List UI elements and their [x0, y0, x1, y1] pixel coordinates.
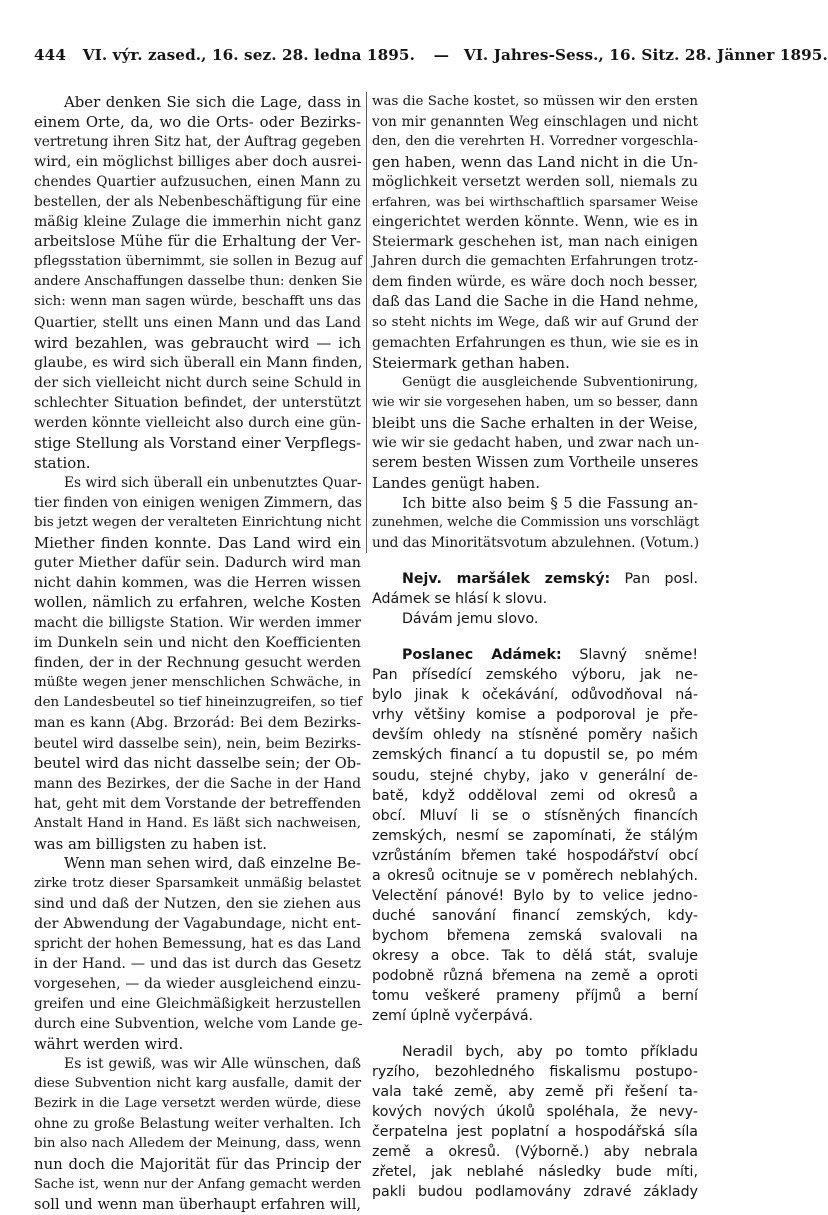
line-text: einem Orte, da, wo die Orts- oder Bezirks- — [34, 113, 361, 132]
text-line — [372, 353, 698, 373]
line-text: soudu, stejné chyby, jako v generální de- — [372, 767, 698, 784]
text-line — [34, 92, 361, 112]
line-text: glaube, es wird sich überall ein Mann finden, — [34, 354, 363, 371]
text-line — [34, 693, 361, 713]
line-text: und das Minoritätsvotum abzulehnen. (Votum.) — [372, 535, 700, 552]
line-text: Es wird sich überall ein unbenutztes Quar- — [64, 474, 362, 491]
line-text: ryzího, bezohledného fiskalismu postupo- — [372, 1064, 698, 1081]
text-line — [34, 894, 361, 914]
text-line — [34, 353, 361, 373]
text-line — [34, 954, 361, 974]
line-text: devším ohledy na stísněné poměry našich — [372, 727, 698, 744]
text-line — [372, 886, 698, 906]
line-text: wollen, nämlich zu erfahren, welche Kosten — [34, 594, 361, 612]
text-line — [372, 685, 698, 705]
line-text: podobně různá břemena na země a oproti — [372, 967, 698, 984]
line-text: was am billigsten zu haben ist. — [34, 834, 268, 853]
line-text: Aber denken Sie sich die Lage, dass in — [64, 93, 361, 111]
text-line — [372, 513, 698, 533]
text-line — [34, 814, 361, 834]
right-column-german-text — [372, 92, 698, 553]
line-text: zemí úplně vyčerpává. — [372, 1008, 534, 1025]
line-text: tier finden von einigen wenigen Zimmern, das — [34, 494, 362, 511]
text-line — [372, 846, 698, 866]
line-text: der Abwendung der Vagabundage, nicht ent- — [34, 915, 361, 932]
text-line — [372, 292, 698, 312]
text-line — [372, 393, 698, 413]
text-line — [34, 1195, 361, 1215]
line-text: Pan posl. — [610, 571, 698, 588]
text-line — [372, 373, 698, 393]
text-line — [34, 1074, 361, 1094]
adamek-speech-continued — [372, 1042, 698, 1202]
text-line — [372, 1062, 698, 1082]
text-line — [372, 132, 698, 152]
line-text: zemských, nesmí se zapomínati, že stálým — [372, 827, 698, 844]
text-line — [34, 553, 361, 573]
line-text: spricht der hohen Bemessung, hat es das Land — [34, 935, 361, 952]
text-line — [372, 1042, 698, 1062]
text-line — [372, 533, 698, 553]
line-text: kových nových úkolů spoléhala, že nevy- — [372, 1104, 698, 1121]
line-text: in der Hand. — und das ist durch das Gesetz — [34, 956, 361, 973]
line-text: wird bezahlen, was gebraucht wird — ich — [34, 333, 361, 352]
text-line — [34, 653, 361, 673]
text-line — [34, 794, 361, 814]
text-line — [372, 1006, 698, 1026]
line-text: wie wir sie gedacht haben, und zwar nach un- — [372, 434, 699, 451]
text-line — [372, 92, 698, 112]
text-line — [34, 272, 361, 292]
text-line — [372, 826, 698, 846]
line-text: tomu veškeré prameny příjmů a berní — [372, 988, 698, 1005]
text-line — [34, 1014, 361, 1034]
text-line — [372, 252, 698, 272]
text-line — [34, 573, 361, 593]
line-text: hat, geht mit dem Vorstande der betreffenden — [34, 795, 361, 812]
line-text: währt werden wird. — [34, 1035, 184, 1054]
left-column-german-text — [34, 92, 361, 1215]
line-text: guter Miether dafür sein. Dadurch wird man — [34, 555, 361, 572]
line-text: Ich bitte also beim § 5 die Fassung an- — [402, 493, 698, 512]
line-text: mäßig kleine Zulage die immerhin nicht ganz — [34, 214, 361, 231]
text-line — [372, 609, 698, 629]
text-line — [34, 994, 361, 1014]
line-text: zunehmen, welche die Commission uns vorschlägt — [372, 514, 700, 530]
text-line — [34, 1094, 361, 1114]
text-line — [372, 413, 698, 433]
text-line — [34, 473, 361, 493]
line-text: eingerichtet werden könnte. Wenn, wie es in — [372, 214, 698, 231]
line-text: ohne zu große Belastung weiter verhalten. Ich — [34, 1116, 361, 1133]
text-line — [34, 734, 361, 754]
text-line — [34, 593, 361, 613]
line-text: vzrůstáním břemen také hospodářství obcí — [372, 847, 698, 864]
line-text: was die Sache kostet, so müssen wir den ersten — [372, 94, 698, 109]
line-text: daß das Land die Sache in die Hand nehme, — [372, 293, 699, 311]
text-line — [372, 745, 698, 765]
line-text: Steiermark gethan haben. — [372, 353, 570, 372]
line-text: dem finden würde, es wäre doch noch besser, — [372, 274, 698, 291]
text-line — [372, 493, 698, 513]
line-text: Sache ist, wenn nur der Anfang gemacht werden — [34, 1176, 361, 1192]
line-text: chendes Quartier aufzusuchen, einen Mann zu — [34, 174, 361, 191]
header-german-session: VI. Jahres-Sess., 16. Sitz. 28. Jänner 1895. — [463, 46, 828, 64]
line-text: pflegsstation übernimmt, sie sollen in Bezug auf — [34, 254, 363, 270]
line-text: pakli budou podlamovány zdravé základy — [372, 1184, 698, 1201]
text-line — [372, 1122, 698, 1142]
line-text: duché sanování financí zemských, kdy- — [372, 907, 698, 924]
text-line — [372, 1142, 698, 1162]
line-text: Anstalt Hand in Hand. Es läßt sich nachweisen, — [34, 815, 361, 831]
line-text: andere Anschaffungen dasselbe thun: denken Sie — [34, 274, 363, 290]
text-line — [372, 333, 698, 353]
text-line — [372, 192, 698, 212]
text-line — [372, 453, 698, 473]
text-line — [34, 854, 361, 874]
line-text: sich: wenn man sagen würde, beschafft uns das — [34, 294, 361, 310]
line-text: der sich vielleicht nicht durch seine Schuld in — [34, 374, 361, 391]
page-header — [34, 46, 828, 64]
text-line — [372, 1082, 698, 1102]
text-line — [372, 806, 698, 826]
text-line — [372, 473, 698, 493]
line-text: vala také země, aby země při řešení ta- — [372, 1084, 698, 1101]
text-line — [34, 393, 361, 413]
line-text: bin also nach Alledem der Meinung, dass, wenn — [34, 1136, 361, 1152]
text-line — [34, 914, 361, 934]
text-line — [34, 132, 361, 152]
line-text: okresy a obce. Tak to dělá stát, svaluje — [372, 947, 698, 964]
line-text: obcí. Mluví li se o stísněných financích — [372, 807, 698, 824]
text-line — [34, 533, 361, 553]
text-line — [34, 613, 361, 633]
text-line — [34, 453, 361, 473]
text-line — [34, 232, 361, 252]
line-text: nicht dahin kommen, was die Herren wissen — [34, 575, 361, 592]
text-line — [34, 112, 361, 132]
text-line — [372, 966, 698, 986]
text-line — [34, 713, 361, 733]
line-text: im Dunkeln sein und nicht den Koefficienten — [34, 635, 361, 652]
text-line — [34, 1134, 361, 1154]
line-text: schlechter Situation befindet, der unterstützt — [34, 394, 361, 411]
text-line — [372, 1162, 698, 1182]
line-text: gemachten Erfahrungen es thun, wie sie es in — [372, 334, 699, 351]
text-line — [372, 433, 698, 453]
text-line — [34, 313, 361, 333]
text-line — [34, 413, 361, 433]
line-text: durch eine Subvention, welche vom Lande ge- — [34, 1016, 363, 1033]
text-line — [34, 673, 361, 693]
line-text: čerpatelna jest poplatní a hospodářská síla — [372, 1124, 698, 1141]
text-line — [372, 645, 698, 665]
line-text: beutel wird dasselbe sein), nein, beim Bezirks- — [34, 735, 361, 752]
marshal-announcement — [372, 569, 698, 629]
text-line — [372, 313, 698, 333]
line-text: Landes genügt haben. — [372, 473, 540, 492]
line-text: Slavný sněme! — [561, 647, 699, 664]
line-text: greifen und eine Gleichmäßigkeit herzustellen — [34, 996, 361, 1013]
text-line — [34, 633, 361, 653]
line-text: müßte wegen jener menschlichen Schwäche, in — [34, 675, 361, 691]
text-line — [34, 834, 361, 854]
text-line — [34, 152, 361, 172]
line-text: Adámek se hlásí k slovu. — [372, 591, 548, 608]
text-line — [34, 433, 361, 453]
line-text: den Landesbeutel so tief hineinzugreifen, so tief — [34, 695, 363, 711]
line-text: Genügt die ausgleichende Subventionirung, — [402, 374, 698, 390]
line-text: finden, der in der Rechnung gesucht werden — [34, 655, 361, 672]
text-line — [372, 986, 698, 1006]
line-text: Jahren durch die gemachten Erfahrungen trotz- — [372, 254, 698, 270]
text-line — [372, 172, 698, 192]
line-text: werden könnte vielleicht also durch eine gün- — [34, 414, 361, 431]
text-line — [372, 705, 698, 725]
text-line — [34, 252, 361, 272]
text-line — [34, 333, 361, 353]
line-text: mann des Bezirkes, der die Sache in der Hand — [34, 775, 361, 792]
line-text: soll und wenn man überhaupt erfahren will, — [34, 1195, 361, 1213]
line-text: sind und daß der Nutzen, den sie ziehen aus — [34, 895, 361, 912]
line-text: Steiermark geschehen ist, man nach einigen — [372, 234, 698, 251]
text-line — [34, 1054, 361, 1074]
line-text: den, den die verehrten H. Vorredner vorgeschla- — [372, 134, 698, 150]
text-line — [34, 874, 361, 894]
line-text: bychom břemena zemská svalovali na — [372, 927, 698, 944]
line-text: so steht nichts im Wege, daß wir auf Grund der — [372, 314, 698, 330]
text-line — [372, 152, 698, 172]
line-text: bleibt uns die Sache erhalten in der Weise, — [372, 413, 698, 432]
text-line — [34, 1034, 361, 1054]
text-line — [372, 212, 698, 232]
right-column-text — [372, 92, 698, 1202]
text-line — [34, 292, 361, 312]
text-line — [34, 974, 361, 994]
line-text: serem besten Wissen zum Vortheile unseres — [372, 453, 699, 471]
line-text: man es kann (Abg. Brzorád: Bei dem Bezirks- — [34, 715, 361, 732]
text-line — [34, 1114, 361, 1134]
text-line — [372, 665, 698, 685]
text-line — [372, 866, 698, 886]
line-text: Quartier, stellt uns einen Mann und das Land — [34, 314, 361, 331]
line-text: bestellen, der als Nebenbeschäftigung für eine — [34, 194, 361, 211]
line-text: a okresů ocitnuje se v poměrech neblahých. — [372, 867, 698, 884]
text-line — [372, 946, 698, 966]
text-line — [372, 1102, 698, 1122]
adamek-speech — [372, 645, 698, 1026]
text-line — [34, 192, 361, 212]
header-czech-session: VI. výr. zased., 16. sez. 28. ledna 1895. — [82, 46, 415, 64]
line-text: vrhy většiny komise a podporoval je pře- — [372, 707, 698, 724]
text-line — [34, 373, 361, 393]
text-line — [372, 906, 698, 926]
text-line — [34, 513, 361, 533]
line-text: vertretung ihren Sitz hat, der Auftrag gegeben — [34, 134, 361, 151]
line-text: beutel wird das nicht dasselbe sein; der Ob- — [34, 754, 361, 772]
text-line — [372, 272, 698, 292]
text-line — [34, 172, 361, 192]
line-text: stige Stellung als Vorstand einer Verpflegs- — [34, 433, 361, 452]
text-line — [34, 934, 361, 954]
text-line — [34, 1154, 361, 1174]
line-text: diese Subvention nicht karg ausfalle, damit der — [34, 1076, 361, 1092]
header-separator: — — [433, 46, 450, 64]
text-line — [372, 589, 698, 609]
line-text: macht die billigste Station. Wir werden immer — [34, 615, 361, 632]
text-line — [372, 1182, 698, 1202]
text-line — [372, 766, 698, 786]
line-text: bis jetzt wegen der veralteten Einrichtung nicht — [34, 514, 362, 530]
text-line — [372, 232, 698, 252]
line-text: möglichkeit versetzt werden soll, niemals zu — [372, 174, 698, 191]
line-text: zirke trotz dieser Sparsamkeit unmäßig belastet — [34, 875, 361, 891]
text-line — [372, 112, 698, 132]
text-line — [34, 754, 361, 774]
line-text: zřetel, jak neblahé následky bude míti, — [372, 1164, 698, 1181]
line-text: Neradil bych, aby po tomto příkladu — [402, 1044, 698, 1061]
text-line — [372, 725, 698, 745]
line-text: bylo jinak k očekávání, odůvodňoval ná- — [372, 687, 698, 704]
column-divider — [366, 92, 367, 553]
line-text: Es ist gewiß, was wir Alle wünschen, daß — [64, 1056, 361, 1073]
text-line — [34, 212, 361, 232]
text-line — [34, 1175, 361, 1195]
line-text: batě, když odděloval zemi od okresů a — [372, 787, 698, 804]
text-line — [372, 926, 698, 946]
line-text: station. — [34, 453, 91, 472]
line-text: nun doch die Majorität für das Princip der — [34, 1155, 361, 1174]
page-number: 444 — [34, 46, 67, 64]
text-line — [34, 774, 361, 794]
line-text: země a okresů. (Výborně.) aby nebrala — [372, 1144, 698, 1161]
line-text: arbeitslose Mühe für die Erhaltung der Ver- — [34, 233, 361, 251]
line-text: gen haben, wenn das Land nicht in die Un- — [372, 153, 698, 172]
line-text: Miether finden konnte. Das Land wird ein — [34, 534, 361, 553]
line-text: Wenn man sehen wird, daß einzelne Be- — [64, 854, 361, 872]
line-text: Pan přísedící zemského výboru, jak ne- — [372, 667, 698, 684]
line-text: vorgesehen, — da wieder ausgleichend einzu- — [34, 976, 361, 993]
line-text: von mir genannten Weg einschlagen und nicht — [372, 114, 698, 131]
line-text: zemských financí a tu dopustil se, po mém — [372, 747, 698, 764]
line-text: Dávám jemu slovo. — [402, 611, 539, 628]
text-line — [34, 493, 361, 513]
speaker-name: Nejv. maršálek zemský: — [402, 571, 611, 588]
text-line — [372, 569, 698, 589]
line-text: wie wir sie vorgesehen haben, um so besser, dann — [372, 394, 698, 410]
line-text: Velectění pánové! Bylo by to velice jedno- — [372, 887, 698, 904]
text-line — [372, 786, 698, 806]
speaker-name: Poslanec Adámek: — [402, 647, 562, 664]
line-text: Bezirk in die Lage versetzt werden würde, diese — [34, 1096, 361, 1112]
line-text: wird, ein möglichst billiges aber doch ausrei- — [34, 154, 362, 171]
line-text: erfahren, was bei wirthschaftlich sparsamer Weise — [372, 194, 698, 210]
